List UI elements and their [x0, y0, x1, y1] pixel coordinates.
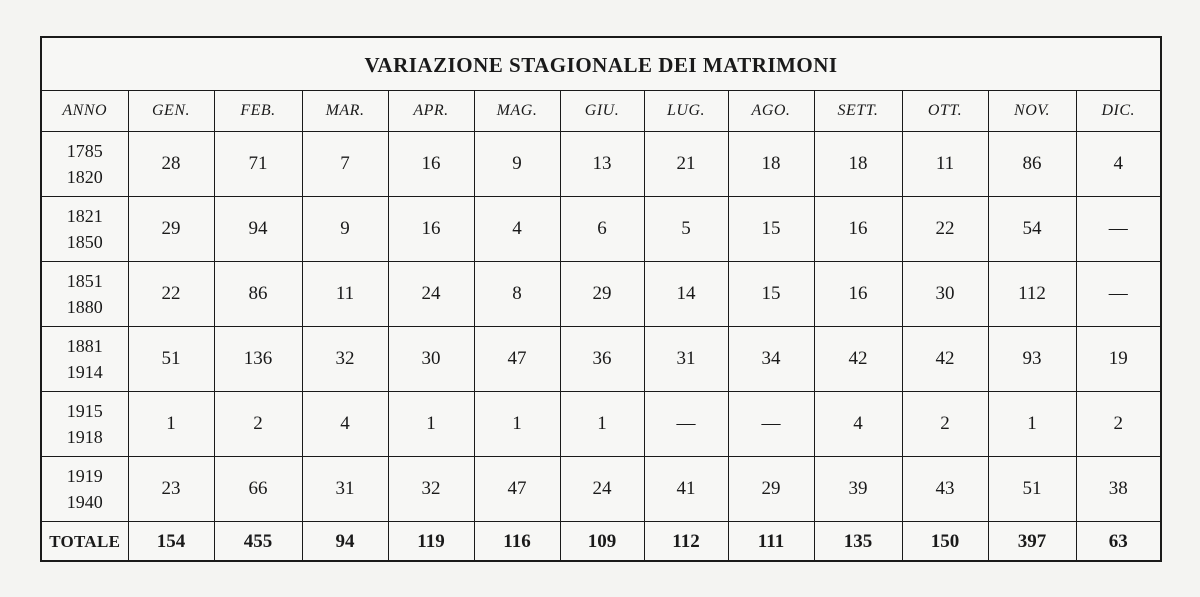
column-header-month: LUG. — [644, 91, 728, 132]
total-row — [42, 522, 1160, 563]
month-value-cell: 86 — [214, 262, 302, 327]
table-header-row — [42, 91, 1160, 132]
column-header-month: NOV. — [988, 91, 1076, 132]
month-value-cell: 43 — [902, 457, 988, 522]
month-value-cell: 14 — [644, 262, 728, 327]
table-row — [42, 197, 1160, 262]
month-value-cell: 4 — [814, 392, 902, 457]
column-header-month: MAG. — [474, 91, 560, 132]
year-start: 1881 — [66, 336, 103, 356]
month-value-cell: 42 — [814, 327, 902, 392]
month-value-cell: 31 — [644, 327, 728, 392]
year-start: 1851 — [66, 271, 103, 291]
month-value-cell: 5 — [644, 197, 728, 262]
year-start: 1919 — [66, 466, 103, 486]
total-value-cell: 455 — [214, 522, 302, 563]
year-end: 1850 — [66, 232, 103, 252]
year-range-cell — [42, 197, 128, 262]
month-value-cell: 47 — [474, 327, 560, 392]
month-value-cell: 42 — [902, 327, 988, 392]
year-end: 1820 — [66, 167, 103, 187]
total-value-cell: 135 — [814, 522, 902, 563]
month-value-cell: 28 — [128, 132, 214, 197]
month-value-cell: 71 — [214, 132, 302, 197]
month-value-cell: 29 — [560, 262, 644, 327]
month-value-cell: 2 — [902, 392, 988, 457]
year-range-cell — [42, 392, 128, 457]
month-value-cell: 30 — [388, 327, 474, 392]
month-value-cell: 21 — [644, 132, 728, 197]
month-value-cell: 24 — [560, 457, 644, 522]
month-value-cell: 29 — [128, 197, 214, 262]
month-value-cell: 86 — [988, 132, 1076, 197]
month-value-cell: 51 — [128, 327, 214, 392]
month-value-cell: 11 — [302, 262, 388, 327]
month-value-cell: 9 — [302, 197, 388, 262]
month-value-cell: 1 — [988, 392, 1076, 457]
month-value-cell: 9 — [474, 132, 560, 197]
month-value-cell: 136 — [214, 327, 302, 392]
month-value-cell: 39 — [814, 457, 902, 522]
month-value-cell: 66 — [214, 457, 302, 522]
year-end: 1914 — [66, 362, 103, 382]
month-value-cell: 2 — [214, 392, 302, 457]
table-row — [42, 392, 1160, 457]
month-value-cell: 29 — [728, 457, 814, 522]
year-end: 1880 — [66, 297, 103, 317]
total-value-cell: 112 — [644, 522, 728, 563]
month-value-cell: 18 — [728, 132, 814, 197]
total-value-cell: 154 — [128, 522, 214, 563]
month-value-cell: 30 — [902, 262, 988, 327]
year-range-cell — [42, 457, 128, 522]
month-value-cell: 41 — [644, 457, 728, 522]
month-value-cell: 36 — [560, 327, 644, 392]
total-value-cell: 397 — [988, 522, 1076, 563]
table-row — [42, 327, 1160, 392]
month-value-cell: 54 — [988, 197, 1076, 262]
month-value-cell: 51 — [988, 457, 1076, 522]
total-value-cell: 94 — [302, 522, 388, 563]
month-value-cell: 16 — [814, 197, 902, 262]
month-value-cell: 1 — [560, 392, 644, 457]
table-row — [42, 262, 1160, 327]
total-value-cell: 150 — [902, 522, 988, 563]
month-value-cell: 2 — [1076, 392, 1160, 457]
month-value-cell: 16 — [814, 262, 902, 327]
column-header-month: SETT. — [814, 91, 902, 132]
month-value-cell: 19 — [1076, 327, 1160, 392]
month-value-cell: 34 — [728, 327, 814, 392]
month-value-cell: — — [1076, 197, 1160, 262]
year-range-cell — [42, 327, 128, 392]
month-value-cell: 18 — [814, 132, 902, 197]
column-header-month: AGO. — [728, 91, 814, 132]
month-value-cell: — — [644, 392, 728, 457]
column-header-month: DIC. — [1076, 91, 1160, 132]
month-value-cell: 16 — [388, 132, 474, 197]
table-row — [42, 132, 1160, 197]
month-value-cell: 32 — [388, 457, 474, 522]
month-value-cell: 8 — [474, 262, 560, 327]
column-header-month: APR. — [388, 91, 474, 132]
month-value-cell: 4 — [474, 197, 560, 262]
total-value-cell: 63 — [1076, 522, 1160, 563]
year-start: 1785 — [66, 141, 103, 161]
year-range-cell — [42, 262, 128, 327]
year-start: 1821 — [66, 206, 103, 226]
column-header-month: OTT. — [902, 91, 988, 132]
total-value-cell: 116 — [474, 522, 560, 563]
month-value-cell: 6 — [560, 197, 644, 262]
month-value-cell: 47 — [474, 457, 560, 522]
month-value-cell: 38 — [1076, 457, 1160, 522]
column-header-month: GEN. — [128, 91, 214, 132]
month-value-cell: 94 — [214, 197, 302, 262]
year-range-cell — [42, 132, 128, 197]
column-header-month: FEB. — [214, 91, 302, 132]
column-header-month: GIU. — [560, 91, 644, 132]
month-value-cell: 24 — [388, 262, 474, 327]
column-header-month: MAR. — [302, 91, 388, 132]
month-value-cell: 11 — [902, 132, 988, 197]
month-value-cell: 7 — [302, 132, 388, 197]
table-row — [42, 457, 1160, 522]
month-value-cell: 31 — [302, 457, 388, 522]
total-label: TOTALE — [42, 522, 128, 563]
month-value-cell: 23 — [128, 457, 214, 522]
marriage-seasonal-table-sheet — [40, 36, 1162, 562]
year-start: 1915 — [66, 401, 103, 421]
table-title: VARIAZIONE STAGIONALE DEI MATRIMONI — [42, 38, 1160, 91]
month-value-cell: 1 — [128, 392, 214, 457]
month-value-cell: 15 — [728, 197, 814, 262]
month-value-cell: 93 — [988, 327, 1076, 392]
month-value-cell: — — [1076, 262, 1160, 327]
month-value-cell: 16 — [388, 197, 474, 262]
total-value-cell: 119 — [388, 522, 474, 563]
month-value-cell: 4 — [302, 392, 388, 457]
month-value-cell: 112 — [988, 262, 1076, 327]
month-value-cell: 1 — [388, 392, 474, 457]
month-value-cell: 32 — [302, 327, 388, 392]
month-value-cell: — — [728, 392, 814, 457]
month-value-cell: 15 — [728, 262, 814, 327]
month-value-cell: 4 — [1076, 132, 1160, 197]
column-header-anno: ANNO — [42, 91, 128, 132]
year-end: 1918 — [66, 427, 103, 447]
year-end: 1940 — [66, 492, 103, 512]
marriage-seasonal-table — [42, 38, 1160, 562]
total-value-cell: 109 — [560, 522, 644, 563]
month-value-cell: 13 — [560, 132, 644, 197]
month-value-cell: 22 — [902, 197, 988, 262]
month-value-cell: 22 — [128, 262, 214, 327]
total-value-cell: 111 — [728, 522, 814, 563]
month-value-cell: 1 — [474, 392, 560, 457]
